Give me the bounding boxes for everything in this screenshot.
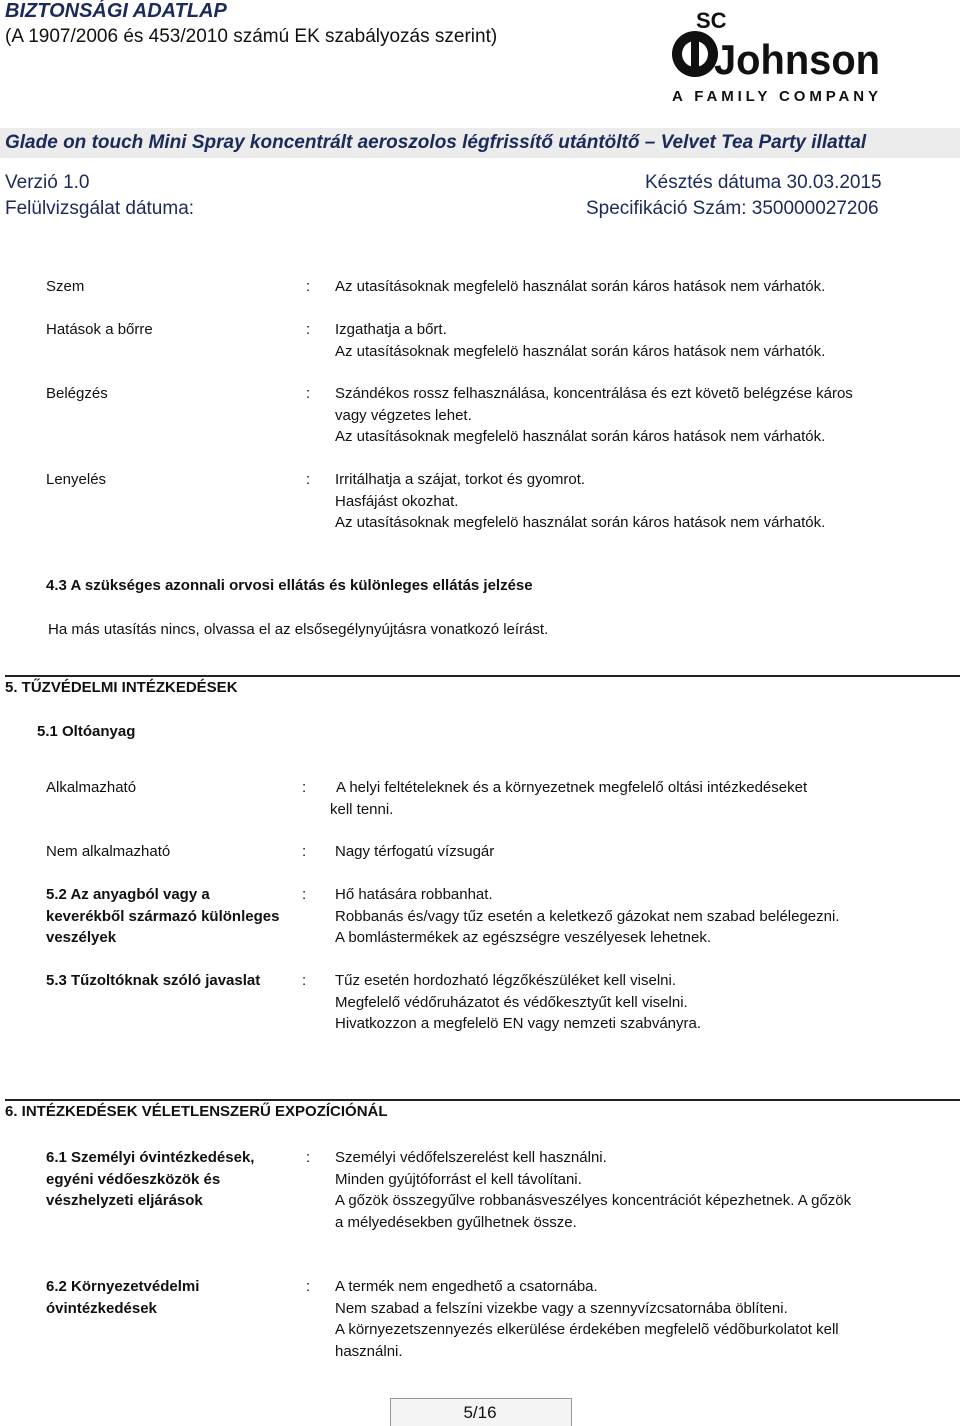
value-line: Irritálhatja a szájat, torkot és gyomrot. [335,471,586,488]
section-5-2-value [335,884,925,949]
logo-sc-text: SC [696,8,727,33]
document-title: BIZTONSÁGI ADATLAP [5,0,227,22]
value-line: Az utasításoknak megfelelö használat során káros hatások nem várhatók. [335,514,826,531]
value-line: Izgathatja a bőrt. [335,321,447,338]
section-5-3-value [335,970,925,1035]
value-line: Minden gyújtóforrást el kell távolítani. [335,1170,582,1188]
value-line: Személyi védőfelszerelést kell használni. [335,1149,607,1166]
value-line: vagy végzetes lehet. [335,406,472,424]
value-line: A gőzök összegyűlve robbanásveszélyes koncentrációt képezhetnek. A gőzök [335,1192,852,1209]
value-line: Szándékos rossz felhasználása, koncentrálása és ezt követõ belégzése káros [335,385,853,402]
colon: : [302,779,307,796]
value-line: Robbanás és/vagy tűz esetén a keletkező gázokat nem szabad belélegezni. [335,907,840,925]
value-line: A termék nem engedhető a csatornába. [335,1278,598,1295]
logo-name-text: Johnson [714,36,880,83]
product-title: Glade on touch Mini Spray koncentrált aeroszolos légfrissítő utántöltő – Velvet Tea Party illattal [5,132,867,153]
value-line: A helyi feltételeknek és a környezetnek megfelelő oltási intézkedéseket [336,779,808,796]
colon: : [302,972,307,989]
label-line: veszélyek [46,929,117,946]
value-line: Nagy térfogatú vízsugár [335,843,495,860]
unsuitable-label: Nem alkalmazható [46,843,171,860]
sc-johnson-logo [668,6,883,106]
colon: : [306,1149,311,1166]
ingestion-value [335,469,925,534]
document-subtitle: (A 1907/2006 és 453/2010 számú EK szabályozás szerint) [5,26,498,47]
value-line: A bomlástermékek az egészségre veszélyesek lehetnek. [335,929,712,946]
version-label: Verzió 1.0 [5,172,90,193]
value-line: Az utasításoknak megfelelö használat során káros hatások nem várhatók. [335,278,826,295]
suitable-value [330,777,920,820]
spec-number: Specifikáció Szám: 350000027206 [586,198,879,219]
section-divider [5,675,960,677]
value-line: a mélyedésekben gyűlhetnek össze. [335,1213,577,1231]
section-6-1-label [46,1147,254,1212]
inhalation-value [335,383,925,448]
eye-label: Szem [46,278,85,295]
unsuitable-value [335,841,925,863]
created-date: Késztés dátuma 30.03.2015 [645,172,882,193]
ingestion-label: Lenyelés [46,471,107,488]
section-5-3-label: 5.3 Tűzoltóknak szóló javaslat [46,972,261,989]
section-6-heading: 6. INTÉZKEDÉSEK VÉLETLENSZERŰ EXPOZÍCIÓNÁL [5,1103,388,1120]
colon: : [302,886,307,903]
colon: : [306,1278,311,1295]
section-divider [5,1099,960,1101]
page-number: 5/16 [463,1403,497,1422]
colon: : [302,843,307,860]
value-line: Az utasításoknak megfelelö használat során káros hatások nem várhatók. [335,342,826,360]
label-line: 6.1 Személyi óvintézkedések, [46,1149,255,1166]
section-5-2-label [46,884,279,949]
suitable-label: Alkalmazható [46,779,137,796]
eye-value [335,276,925,298]
section-5-1-heading: 5.1 Oltóanyag [37,723,136,740]
value-line: Hő hatására robbanhat. [335,886,493,903]
section-6-2-label [46,1276,199,1319]
label-line: vészhelyzeti eljárások [46,1192,203,1209]
value-line: Az utasításoknak megfelelö használat során káros hatások nem várhatók. [335,428,826,445]
value-line: Tűz esetén hordozható légzőkészüléket kell viselni. [335,972,677,989]
label-line: óvintézkedések [46,1299,157,1317]
section-6-2-value [335,1276,925,1362]
label-line: 5.2 Az anyagból vagy a [46,886,210,903]
section-4-3-text: Ha más utasítás nincs, olvassa el az elsősegélynyújtásra vonatkozó leírást. [48,621,549,638]
section-4-3-heading: 4.3 A szükséges azonnali orvosi ellátás és különleges ellátás jelzése [46,577,533,594]
skin-value [335,319,925,362]
value-line: használni. [335,1342,403,1360]
colon: : [306,278,311,295]
value-line: Megfelelő védőruházatot és védőkesztyűt kell viselni. [335,993,688,1011]
inhalation-label: Belégzés [46,385,108,402]
value-line: A környezetszennyezés elkerülése érdekében megfelelõ védõburkolatot kell [335,1321,839,1338]
label-line: 6.2 Környezetvédelmi [46,1278,200,1295]
logo-tagline-text: A FAMILY COMPANY [672,88,878,105]
colon: : [306,321,311,338]
colon: : [306,471,311,488]
value-line: Nem szabad a felszíni vizekbe vagy a szennyvízcsatornába öblíteni. [335,1299,788,1317]
section-5-heading: 5. TŰZVÉDELMI INTÉZKEDÉSEK [5,679,238,696]
revision-date-label: Felülvizsgálat dátuma: [5,198,195,219]
value-line: kell tenni. [330,800,394,818]
value-line: Hasfájást okozhat. [335,492,459,510]
value-line: Hivatkozzon a megfelelö EN vagy nemzeti szabványra. [335,1015,702,1032]
skin-label: Hatások a bőrre [46,321,153,338]
label-line: egyéni védőeszközök és [46,1170,221,1188]
label-line: keverékből származó különleges [46,907,280,925]
section-6-1-value [335,1147,925,1233]
colon: : [306,385,311,402]
